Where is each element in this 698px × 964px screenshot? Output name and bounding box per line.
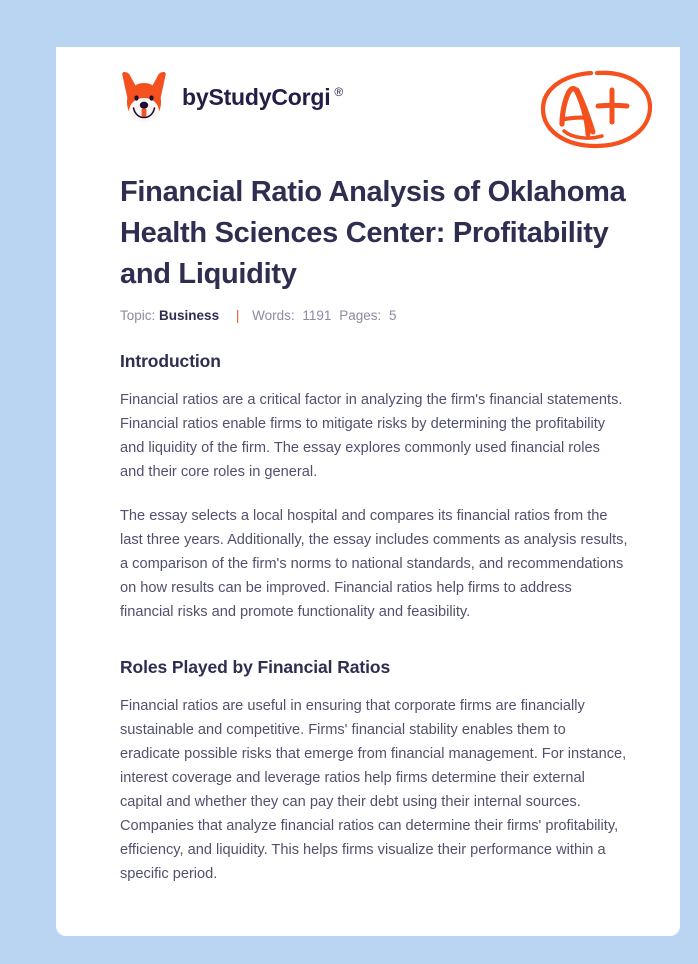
meta-separator: |: [235, 308, 240, 323]
section-heading-roles-played-by-financial-ratios: Roles Played by Financial Ratios: [120, 657, 391, 677]
document-body: [120, 172, 628, 886]
section-heading-introduction: Introduction: [120, 351, 221, 371]
document-header: [120, 66, 656, 158]
paragraph: Financial ratios are useful in ensuring that corporate firms are financially sustainable and competitive. Firms' financial stability enables them to eradicate possible risks that emerge from financial management. For instance, interest coverage and leverage ratios help firms determine their external capital and whether they can pay their debt using their internal sources. Companies that analyze financial ratios can determine their firms' profitability, efficiency, and liquidity. This helps firms visualize their performance within a specific period.: [120, 698, 627, 882]
words-label: Words:: [252, 308, 295, 323]
corgi-face-icon: [120, 70, 168, 124]
brand-name: StudyCorgi: [208, 83, 331, 110]
pages-label: Pages:: [339, 308, 382, 323]
paragraph: The essay selects a local hospital and compares its financial ratios from the last three years. Additionally, the essay includes comments as analysis results, a comparison of the firm's norms to national standards, and recommendations on how results can be improved. Financial ratios help firms to address financial risks and promote functionality and feasibility.: [120, 508, 628, 620]
pages-value: 5: [389, 308, 397, 323]
topic-label: Topic:: [120, 308, 156, 323]
words-value: 1191: [302, 308, 332, 323]
document-page-card: [56, 47, 680, 936]
topic-value: Business: [159, 308, 220, 323]
document-meta: [120, 308, 628, 323]
registered-mark: ®: [334, 84, 344, 99]
paragraph: Financial ratios are a critical factor in analyzing the firm's financial statements. Financial ratios enable firms to mitigate risks by determining the profitability and liquidity of the firm. The essay explores commonly used financial roles and their core roles in general.: [120, 392, 623, 480]
studycorgi-brand[interactable]: [120, 70, 343, 124]
brand-prefix: by: [182, 83, 209, 110]
brand-wordmark: [182, 84, 343, 111]
a-plus-circled-icon: [536, 66, 656, 158]
page-title: Financial Ratio Analysis of Oklahoma Health Sciences Center: Profitability and Liquidity: [120, 176, 626, 290]
